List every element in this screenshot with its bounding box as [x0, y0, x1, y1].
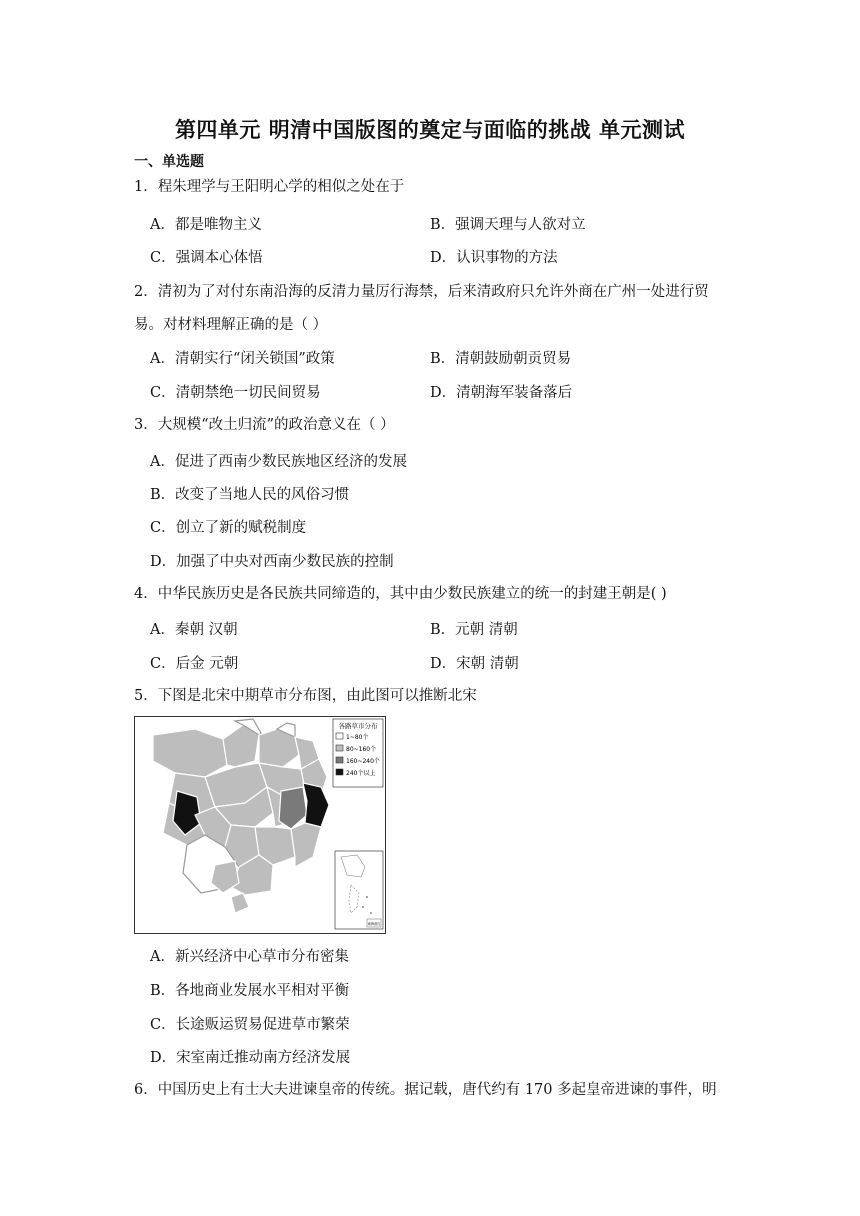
legend-swatch-4 [336, 769, 343, 775]
region-liangzhe [303, 783, 329, 827]
question-2-stem-line1: 2．清初为了对付东南沿海的反清力量厉行海禁，后来清政府只允许外商在广州一处进行贸 [134, 284, 709, 300]
legend-swatch-1 [336, 733, 343, 739]
question-1-option-c[interactable]: C．强调本心体悟 [150, 250, 263, 266]
question-1-option-d[interactable]: D．认识事物的方法 [430, 250, 558, 266]
map-legend [333, 719, 383, 787]
question-3-option-b[interactable]: B．改变了当地人民的风俗习惯 [150, 487, 350, 503]
question-5-option-d[interactable]: D．宋室南迁推动南方经济发展 [150, 1050, 351, 1066]
question-5-option-a[interactable]: A．新兴经济中心草市分布密集 [150, 949, 349, 965]
legend-label-3: 160~240个 [346, 758, 380, 765]
question-3-stem: 3．大规模“改土归流”的政治意义在（ ） [134, 417, 395, 433]
question-3-option-d[interactable]: D．加强了中央对西南少数民族的控制 [150, 554, 394, 570]
question-1-stem: 1．程朱理学与王阳明心学的相似之处在于 [134, 179, 405, 195]
legend-label-1: 1~80个 [346, 734, 369, 741]
question-2-option-a[interactable]: A．清朝实行“闭关锁国”政策 [150, 351, 335, 367]
question-2-option-d[interactable]: D．清朝海军装备落后 [430, 385, 573, 401]
song-dynasty-market-map [134, 716, 386, 934]
section-heading: 一、单选题 [134, 154, 204, 170]
question-5-option-c[interactable]: C．长途贩运贸易促进草市繁荣 [150, 1017, 350, 1033]
question-3-option-c[interactable]: C．创立了新的赋税制度 [150, 520, 307, 536]
region-jiangnandong [279, 787, 307, 829]
inset-caption: 南海诸岛 [367, 922, 381, 926]
page-title: 第四单元 明清中国版图的奠定与面临的挑战 单元测试 [174, 118, 686, 142]
question-3-option-a[interactable]: A．促进了西南少数民族地区经济的发展 [150, 454, 407, 470]
question-6-stem: 6．中国历史上有士大夫进谏皇帝的传统。据记载，唐代约有 170 多起皇帝进谏的事件，明 [134, 1082, 717, 1098]
question-4-option-d[interactable]: D．宋朝 清朝 [430, 656, 519, 672]
legend-swatch-2 [336, 745, 343, 751]
question-4-option-c[interactable]: C．后金 元朝 [150, 656, 239, 672]
map-inset [335, 851, 383, 929]
question-2-option-c[interactable]: C．清朝禁绝一切民间贸易 [150, 385, 321, 401]
question-4-stem: 4．中华民族历史是各民族共同缔造的，其中由少数民族建立的统一的封建王朝是( ) [134, 586, 667, 602]
legend-swatch-3 [336, 757, 343, 763]
region-fujian [291, 823, 321, 867]
question-5-option-b[interactable]: B．各地商业发展水平相对平衡 [150, 983, 350, 999]
question-2-stem-line2: 易。对材料理解正确的是（ ） [134, 317, 328, 333]
question-1-option-a[interactable]: A．都是唯物主义 [150, 217, 262, 233]
legend-title: 各路草市分布 [338, 722, 378, 730]
region-hainan [231, 893, 249, 913]
legend-label-2: 80~160个 [346, 746, 377, 753]
question-4-option-a[interactable]: A．秦朝 汉朝 [150, 622, 238, 638]
question-5-stem: 5．下图是北宋中期草市分布图，由此图可以推断北宋 [134, 688, 477, 704]
question-2-option-b[interactable]: B．清朝鼓励朝贡贸易 [430, 351, 572, 367]
question-4-option-b[interactable]: B．元朝 清朝 [430, 622, 518, 638]
region-northwest [153, 729, 227, 777]
map-graphic [135, 717, 385, 933]
question-1-option-b[interactable]: B．强调天理与人欲对立 [430, 217, 586, 233]
legend-label-4: 240个以上 [346, 770, 376, 777]
